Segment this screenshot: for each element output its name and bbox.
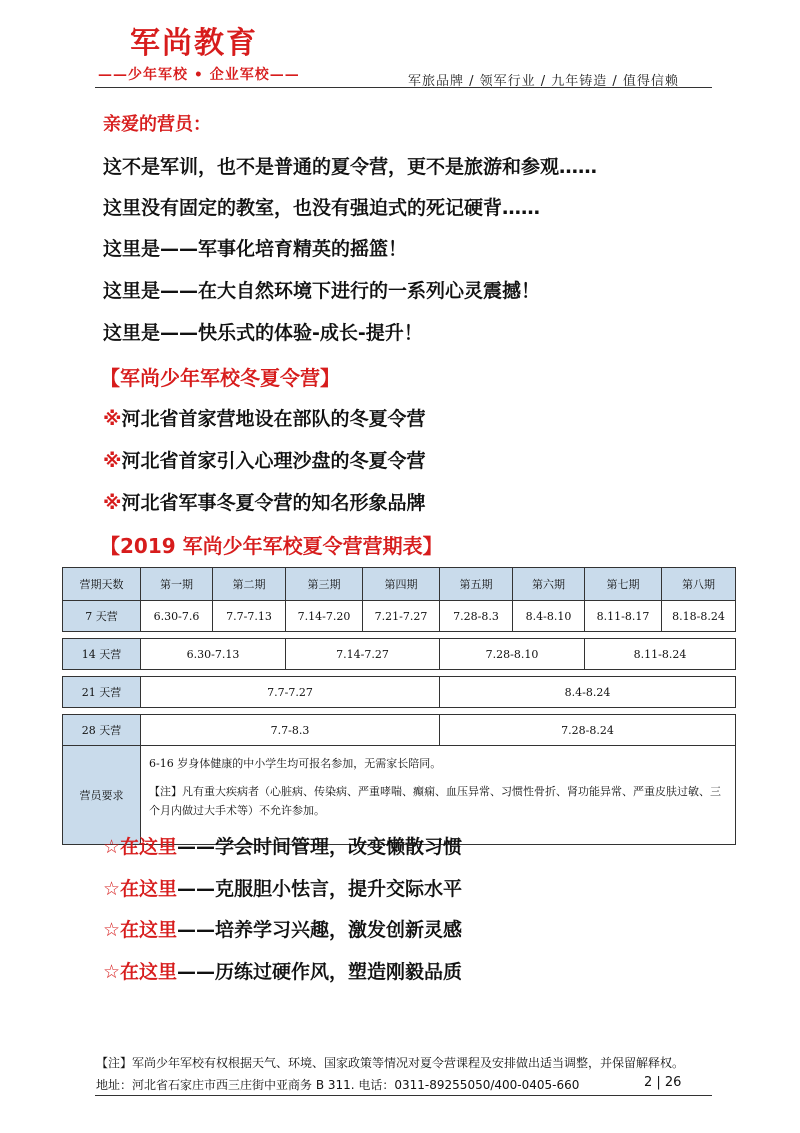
table-row — [63, 677, 736, 708]
table-cell: 8.11-8.17 — [585, 601, 662, 632]
reference-mark-icon: ※ — [103, 450, 122, 472]
feature-item — [103, 446, 426, 473]
table-cell: 7.28-8.3 — [440, 601, 513, 632]
schedule-section-title: 【2019 军尚少年军校夏令营营期表】 — [100, 534, 443, 558]
requirements-note: 【注】凡有重大疾病者（心脏病、传染病、严重哮喘、癫痫、血压异常、习惯性骨折、肾功能异常、严重皮肤过敏、三个月内做过大手术等）不允许参加。 — [149, 785, 721, 817]
requirements-row — [63, 746, 736, 845]
table-cell: 7.7-7.13 — [213, 601, 286, 632]
table-header-cell: 第六期 — [513, 568, 585, 601]
star-icon: ☆在这里 — [103, 961, 178, 983]
table-row — [63, 639, 736, 670]
greeting: 亲爱的营员： — [103, 114, 211, 135]
feature-text: 河北省军事冬夏令营的知名形象品牌 — [121, 492, 426, 514]
star-icon: ☆在这里 — [103, 836, 178, 858]
table-spacer — [63, 708, 736, 715]
table-cell: 8.4-8.24 — [440, 677, 736, 708]
footer-note: 【注】军尚少年军校有权根据天气、环境、国家政策等情况对夏令营课程及安排做出适当调整，并保留解释权。 — [96, 1056, 685, 1070]
header-divider — [95, 87, 712, 88]
table-header-cell: 第一期 — [141, 568, 213, 601]
table-header-cell: 第三期 — [286, 568, 363, 601]
benefit-item — [103, 915, 462, 942]
row-label: 营员要求 — [63, 746, 141, 845]
table-cell: 7.14-7.20 — [286, 601, 363, 632]
footer-address: 地址：河北省石家庄市西三庄街中亚商务 B 311. 电话：0311-89255050/400-0405-660 — [96, 1078, 580, 1092]
camp-section-title: 【军尚少年军校冬夏令营】 — [100, 366, 340, 390]
brand-subtitle: ——少年军校 • 企业军校—— — [98, 67, 300, 83]
intro-paragraph: 这里是——在大自然环境下进行的一系列心灵震撼！ — [103, 280, 541, 302]
requirements-text: 6-16 岁身体健康的中小学生均可报名参加，无需家长陪同。 — [149, 757, 442, 770]
feature-item — [103, 488, 426, 515]
row-label: 14 天营 — [63, 639, 141, 670]
table-cell: 8.4-8.10 — [513, 601, 585, 632]
page-number: 2 | 26 — [644, 1075, 682, 1090]
brand-logo-text: 军尚教育 — [130, 26, 258, 61]
reference-mark-icon: ※ — [103, 492, 122, 514]
table-header-cell: 第五期 — [440, 568, 513, 601]
intro-paragraph: 这里是——军事化培育精英的摇篮！ — [103, 238, 408, 260]
footer-divider — [95, 1095, 712, 1096]
intro-paragraph: 这里是——快乐式的体验-成长-提升！ — [103, 322, 423, 344]
table-cell: 8.11-8.24 — [585, 639, 736, 670]
schedule-table — [62, 567, 736, 845]
table-row — [63, 601, 736, 632]
feature-text: 河北省首家引入心理沙盘的冬夏令营 — [121, 450, 426, 472]
benefit-item — [103, 874, 462, 901]
table-cell: 7.7-7.27 — [141, 677, 440, 708]
intro-paragraph: 这不是军训，也不是普通的夏令营，更不是旅游和参观…… — [103, 156, 598, 178]
star-icon: ☆在这里 — [103, 919, 178, 941]
table-header-cell: 营期天数 — [63, 568, 141, 601]
table-cell: 8.18-8.24 — [662, 601, 736, 632]
table-row — [63, 715, 736, 746]
benefit-item — [103, 957, 462, 984]
table-header-cell: 第四期 — [363, 568, 440, 601]
table-header-cell: 第二期 — [213, 568, 286, 601]
row-label: 21 天营 — [63, 677, 141, 708]
benefit-item — [103, 832, 462, 859]
table-cell: 7.14-7.27 — [286, 639, 440, 670]
intro-paragraph: 这里没有固定的教室，也没有强迫式的死记硬背…… — [103, 197, 541, 219]
benefit-text: ——培养学习兴趣，激发创新灵感 — [177, 919, 463, 941]
table-cell: 6.30-7.13 — [141, 639, 286, 670]
table-header-cell: 第七期 — [585, 568, 662, 601]
feature-text: 河北省首家营地设在部队的冬夏令营 — [121, 408, 426, 430]
row-label: 28 天营 — [63, 715, 141, 746]
benefit-text: ——学会时间管理，改变懒散习惯 — [177, 836, 463, 858]
reference-mark-icon: ※ — [103, 408, 122, 430]
table-spacer — [63, 632, 736, 639]
table-cell: 6.30-7.6 — [141, 601, 213, 632]
feature-item — [103, 404, 426, 431]
table-header-cell: 第八期 — [662, 568, 736, 601]
benefit-text: ——克服胆小怯言，提升交际水平 — [177, 878, 463, 900]
table-header-row — [63, 568, 736, 601]
star-icon: ☆在这里 — [103, 878, 178, 900]
table-cell: 7.28-8.10 — [440, 639, 585, 670]
header-slogan: 军旅品牌 / 领军行业 / 九年铸造 / 值得信赖 — [408, 74, 679, 89]
table-cell: 7.28-8.24 — [440, 715, 736, 746]
requirements-cell — [141, 746, 736, 845]
row-label: 7 天营 — [63, 601, 141, 632]
table-cell: 7.21-7.27 — [363, 601, 440, 632]
table-cell: 7.7-8.3 — [141, 715, 440, 746]
table-spacer — [63, 670, 736, 677]
benefit-text: ——历练过硬作风，塑造刚毅品质 — [177, 961, 463, 983]
